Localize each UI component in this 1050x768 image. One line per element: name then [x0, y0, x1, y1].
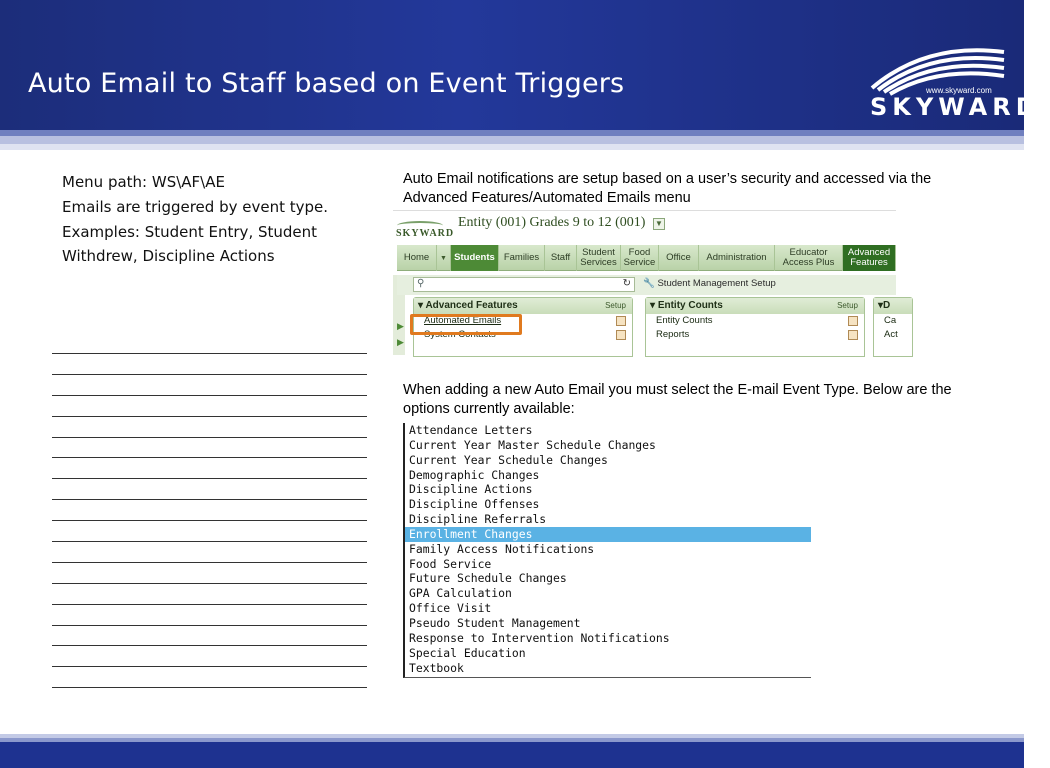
main-nav: [397, 245, 896, 271]
item-label: System Contacts: [424, 329, 496, 340]
panel-header[interactable]: [646, 298, 864, 314]
event-type-option-selected[interactable]: Enrollment Changes: [405, 527, 811, 542]
favorite-page-icon[interactable]: [848, 330, 858, 340]
nav-advanced-features[interactable]: Advanced Features: [843, 245, 896, 271]
event-type-option[interactable]: Attendance Letters: [409, 423, 533, 437]
item-label: Reports: [656, 329, 690, 340]
event-type-option[interactable]: Food Service: [409, 556, 492, 571]
panel-title: Entity Counts: [657, 300, 723, 311]
item-label: Automated Emails: [424, 315, 502, 326]
slide-footer: [0, 742, 1024, 768]
collapse-caret-icon[interactable]: ▾: [650, 300, 658, 311]
entity-selector-label[interactable]: Entity (001) Grades 9 to 12 (001): [458, 215, 646, 230]
setup-link[interactable]: Setup: [605, 301, 626, 310]
third-item-link[interactable]: Ca: [884, 315, 897, 326]
reports-link[interactable]: [646, 328, 864, 342]
search-input[interactable]: [413, 277, 635, 292]
collapse-caret-icon[interactable]: ▾: [418, 300, 426, 311]
event-type-option[interactable]: Response to Intervention Notifications: [409, 630, 670, 645]
event-type-option[interactable]: Demographic Changes: [409, 467, 540, 482]
panel-header[interactable]: [874, 298, 912, 314]
note-line: [52, 395, 367, 416]
note-line: [52, 625, 367, 646]
menu-path-text: Menu path: WS\AF\AE: [62, 173, 225, 191]
nav-food-service[interactable]: Food Service: [621, 245, 659, 271]
event-type-option[interactable]: Discipline Actions: [409, 482, 533, 497]
wrench-icon: 🔧: [643, 278, 658, 289]
nav-student-services[interactable]: Student Services: [577, 245, 621, 271]
note-line: [52, 374, 367, 395]
panel-entity-counts: [645, 297, 865, 357]
note-line: [52, 499, 367, 520]
event-type-option[interactable]: GPA Calculation: [409, 586, 512, 601]
third-item-link[interactable]: Act: [884, 329, 898, 340]
skyward-logo: [870, 93, 1050, 121]
panel-title: Advanced Features: [425, 300, 518, 311]
blank-note-lines: [52, 353, 367, 688]
logo-word: SKYWARD: [870, 93, 1041, 121]
note-line: [52, 437, 367, 458]
note-line: [52, 520, 367, 541]
trigger-text: Emails are triggered by event type.: [62, 198, 329, 216]
nav-students[interactable]: Students: [451, 245, 499, 271]
event-type-option[interactable]: Textbook: [409, 660, 464, 675]
nav-home[interactable]: Home: [397, 245, 437, 271]
note-line: [52, 457, 367, 478]
note-line: [52, 687, 367, 688]
panel-title: D: [883, 300, 891, 311]
examples-text: Examples: Student Entry, Student Withdrew, Discipline Actions: [62, 223, 318, 265]
expand-arrow-icon[interactable]: ▶: [397, 337, 404, 347]
panel-header[interactable]: [414, 298, 632, 314]
app-logo: SKYWARD: [396, 228, 455, 239]
favorite-page-icon[interactable]: [848, 316, 858, 326]
skyward-app-screenshot: [393, 210, 896, 350]
event-type-option[interactable]: Special Education: [409, 645, 526, 660]
home-dropdown-icon[interactable]: ▼: [437, 245, 451, 271]
collapse-caret-icon[interactable]: ▾: [878, 300, 884, 311]
event-type-option[interactable]: Family Access Notifications: [409, 541, 595, 556]
note-line: [52, 604, 367, 625]
panel-third: [873, 297, 913, 357]
nav-administration[interactable]: Administration: [699, 245, 775, 271]
note-line: [52, 478, 367, 499]
refresh-icon[interactable]: ↻: [622, 278, 631, 289]
sms-link-label: Student Management Setup: [657, 278, 776, 289]
note-line: [52, 583, 367, 604]
event-type-option[interactable]: Discipline Referrals: [409, 512, 547, 527]
nav-educator-access-plus[interactable]: Educator Access Plus: [775, 245, 843, 271]
logo-url: www.skyward.com: [926, 86, 992, 95]
entity-counts-link[interactable]: [646, 314, 864, 328]
note-line: [52, 541, 367, 562]
header-stripe: [0, 144, 1024, 150]
nav-staff[interactable]: Staff: [545, 245, 577, 271]
event-type-option[interactable]: Current Year Schedule Changes: [409, 452, 608, 467]
note-line: [52, 666, 367, 687]
favorite-page-icon[interactable]: [616, 316, 626, 326]
nav-office[interactable]: Office: [659, 245, 699, 271]
chevron-down-icon[interactable]: ▼: [653, 218, 665, 230]
favorite-page-icon[interactable]: [616, 330, 626, 340]
note-line: [52, 416, 367, 437]
registered-mark: ®: [1040, 99, 1050, 109]
note-line: [52, 562, 367, 583]
nav-families[interactable]: Families: [499, 245, 545, 271]
event-type-option[interactable]: Office Visit: [409, 601, 492, 616]
note-line: [52, 645, 367, 666]
event-type-option[interactable]: Discipline Offenses: [409, 497, 540, 512]
event-type-option[interactable]: Pseudo Student Management: [409, 615, 581, 630]
left-notes: [62, 170, 362, 269]
expand-arrow-icon[interactable]: ▶: [397, 321, 404, 331]
event-type-option[interactable]: Current Year Master Schedule Changes: [409, 437, 656, 452]
setup-link[interactable]: Setup: [837, 301, 858, 310]
email-event-type-list[interactable]: [403, 423, 811, 678]
automated-emails-highlight: [410, 314, 522, 335]
note-line: [52, 353, 367, 374]
student-management-setup-link[interactable]: [643, 278, 776, 289]
caption-top: Auto Email notifications are setup based on a user’s security and accessed via the Advanced Features/Automated Emails menu: [403, 171, 932, 206]
event-type-option[interactable]: Future Schedule Changes: [409, 571, 567, 586]
slide-title: Auto Email to Staff based on Event Triggers: [28, 68, 625, 99]
search-icon: ⚲: [417, 278, 425, 289]
header-stripe: [0, 136, 1024, 144]
slide-header: [0, 0, 1050, 130]
item-label: Entity Counts: [656, 315, 713, 326]
caption-bottom: When adding a new Auto Email you must select the E-mail Event Type. Below are the options currently available:: [403, 382, 952, 417]
